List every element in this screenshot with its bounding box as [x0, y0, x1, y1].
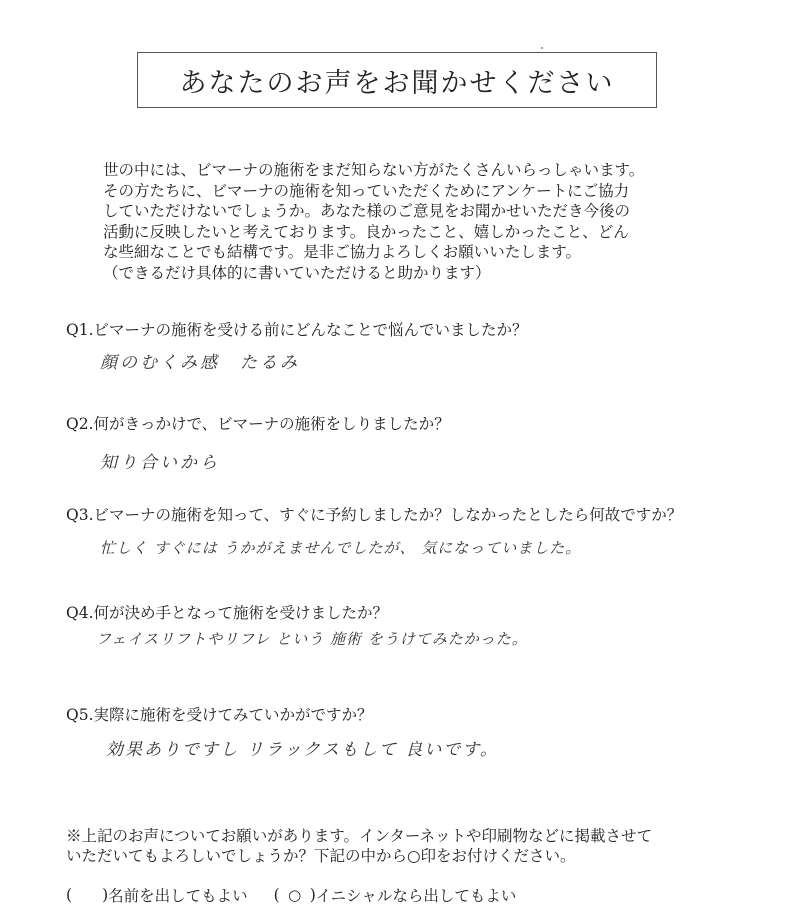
question-2: Q2.何がきっかけで、ビマーナの施術をしりましたか？	[66, 415, 450, 433]
answer-4: フェイスリフトやリフレ という 施術 をうけてみたかった。	[96, 630, 528, 648]
answer-5: 効果ありですし リラックスもして 良いです。	[106, 740, 499, 760]
answer-1: 顔のむくみ感 たるみ	[100, 353, 300, 373]
intro-line: （できるだけ具体的に書いていただけると助かります）	[103, 263, 491, 282]
scan-speck	[541, 47, 543, 49]
question-4: Q4.何が決め手となって施術を受けましたか？	[66, 604, 388, 622]
question-5: Q5.実際に施術を受けてみていかがですか？	[66, 706, 373, 724]
answer-3: 忙しく すぐには うかがえませんでしたが、 気になっていました。	[100, 539, 582, 557]
intro-line: な些細なことでも結構です。是非ご協力よろしくお願いいたします。	[103, 243, 582, 261]
question-1: Q1.ビマーナの施術を受ける前にどんなことで悩んでいましたか？	[66, 321, 528, 339]
choice-label: 名前を出してもよい	[108, 887, 248, 905]
intro-line: 活動に反映したいと考えております。良かったこと、嬉しかったこと、どん	[103, 222, 629, 241]
question-3: Q3.ビマーナの施術を知って、すぐに予約しましたか？しなかったとしたら何故ですか？	[66, 506, 683, 524]
answer-2: 知り合いから	[100, 453, 220, 473]
note-line: いただいてもよろしいでしょうか？下記の中から○印をお付けください。	[66, 847, 576, 865]
choice-mark: ○	[288, 886, 302, 904]
intro-line: 世の中には、ビマーナの施術をまだ知らない方がたくさんいらっしゃいます。	[103, 161, 645, 179]
intro-line: していただけないでしょうか。あなた様のご意見をお聞かせいただき今後の	[103, 202, 631, 220]
publication-note	[66, 826, 746, 866]
intro-line: その方たちに、ビマーナの施術を知っていただくためにアンケートにご協力	[103, 181, 630, 200]
page-title: あなたのお声をお聞かせください	[137, 52, 657, 108]
note-line: ※上記のお声についてお願いがあります。インターネットや印刷物などに掲載させて	[66, 827, 653, 845]
choice-name-ok[interactable]: ( ) 名前を出してもよい	[66, 886, 248, 905]
consent-choices	[66, 884, 516, 906]
choice-initials-ok[interactable]: ( ○ ) イニシャルなら出してもよい	[273, 886, 517, 905]
choice-label: イニシャルなら出してもよい	[315, 887, 517, 905]
intro-paragraph	[103, 160, 743, 283]
